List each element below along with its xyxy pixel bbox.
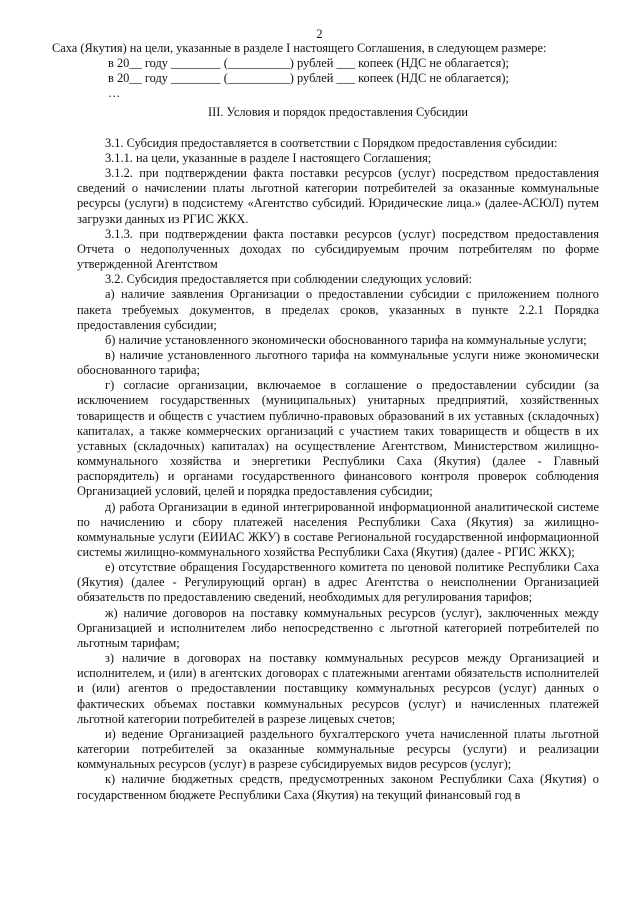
condition-z: з) наличие в договорах на поставку коммунальных ресурсов между Организацией и исполнителем, и (или) в агентских договорах с платежными агентами обязательств исполнителей и (или) агентов о предоставлении поставщику коммунальных ресурсов (услуг) данных о фактических объемах поставки коммунальных ресурсов (услуг) и начисленных платежей льготной категории потребителей в разрезе лицевых счетов; — [77, 651, 599, 726]
condition-e: е) отсутствие обращения Государственного комитета по ценовой политике Республики Саха (Якутия) (далее - Регулирующий орган) в адрес Агентства о неисполнении Организацией обязательств по предоставлению сведений, необходимых для регулирования тарифов; — [77, 560, 599, 605]
section-heading: III. Условия и порядок предоставления Субсидии — [207, 104, 469, 119]
condition-a: а) наличие заявления Организации о предоставлении субсидии с приложением полного пакета требуемых документов, в пределах сроков, указанных в пункте 2.2.1 Порядка предоставления субсидии; — [77, 287, 599, 332]
page-number: 2 — [316, 27, 323, 41]
clause-3-1-2: 3.1.2. при подтверждении факта поставки ресурсов (услуг) посредством предоставления сведений о начислении платы льготной категории потребителей за оказанные коммунальные ресурсы (услуги) в подсистему «Агентство субсидий. Юридические лица.» (далее-АСЮЛ) путем загрузки данных из РГИС ЖКХ. — [77, 166, 599, 226]
condition-d: д) работа Организации в единой интегрированной информационной аналитической системе по начислению и сбору платежей населения Республики Саха (Якутия) за жилищно-коммунальные услуги (ЕИИАС ЖКУ) в составе Региональной государственной информационной системы жилищно-коммунального хозяйства Республики Саха (Якутия) (далее - РГИС ЖКХ); — [77, 499, 599, 559]
amount-row: в 20__ году ________ (__________) рублей ___ копеек (НДС не облагается); — [108, 56, 509, 71]
condition-i: и) ведение Организацией раздельного бухгалтерского учета начисленной платы льготной категории потребителей за оказанные коммунальные ресурсы (услуги) и реализации коммунальных ресурсов (услуг) в разрезе субсидируемых видов ресурсов (услуг); — [77, 726, 599, 772]
condition-k: к) наличие бюджетных средств, предусмотренных законом Республики Саха (Якутия) о государственном бюджете Республики Саха (Якутия) на текущий финансовый год в — [77, 772, 599, 802]
intro-line: Саха (Якутия) на цели, указанные в разделе I настоящего Соглашения, в следующем размере: — [52, 41, 547, 55]
ellipsis: … — [108, 86, 121, 101]
clause-3-1: 3.1. Субсидия предоставляется в соответствии с Порядком предоставления субсидии: — [105, 135, 558, 150]
document-body — [52, 41, 599, 803]
clause-3-2: 3.2. Субсидия предоставляется при соблюдении следующих условий: — [105, 272, 473, 287]
condition-v: в) наличие установленного льготного тарифа на коммунальные услуги ниже экономически обоснованного тарифа; — [77, 347, 599, 378]
clause-3-1-3: 3.1.3. при подтверждении факта поставки ресурсов (услуг) посредством предоставления Отчета о недополученных доходах по субсидируемым прочим потребителям по форме утвержденной Агентством — [77, 226, 599, 272]
amount-row: в 20__ году ________ (__________) рублей ___ копеек (НДС не облагается); — [108, 71, 509, 86]
clause-3-1-1: 3.1.1. на цели, указанные в разделе I настоящего Соглашения; — [105, 150, 432, 165]
condition-zh: ж) наличие договоров на поставку коммунальных ресурсов (услуг), заключенных между Организацией и исполнителем либо непосредственно с льготной категорией потребителей по льготным тарифам; — [77, 605, 599, 650]
condition-b: б) наличие установленного экономически обоснованного тарифа на коммунальные услуги; — [105, 332, 587, 347]
condition-g: г) согласие организации, включаемое в соглашение о предоставлении субсидии (за исключением государственных (муниципальных) унитарных предприятий, хозяйственных товариществ и обществ с участием публично-правовых образований в их уставных (складочных) капиталах, а также коммерческих организаций с участием таких товариществ и обществ в их уставных (складочных) капиталах) на осуществление Агентством, Министерством жилищно-коммунального хозяйства и энергетики Республики Саха (Якутия) (далее - Главный распорядитель) и органами государственного финансового контроля проверок соблюдения Организацией условий, целей и порядка предоставления субсидии; — [77, 378, 599, 499]
